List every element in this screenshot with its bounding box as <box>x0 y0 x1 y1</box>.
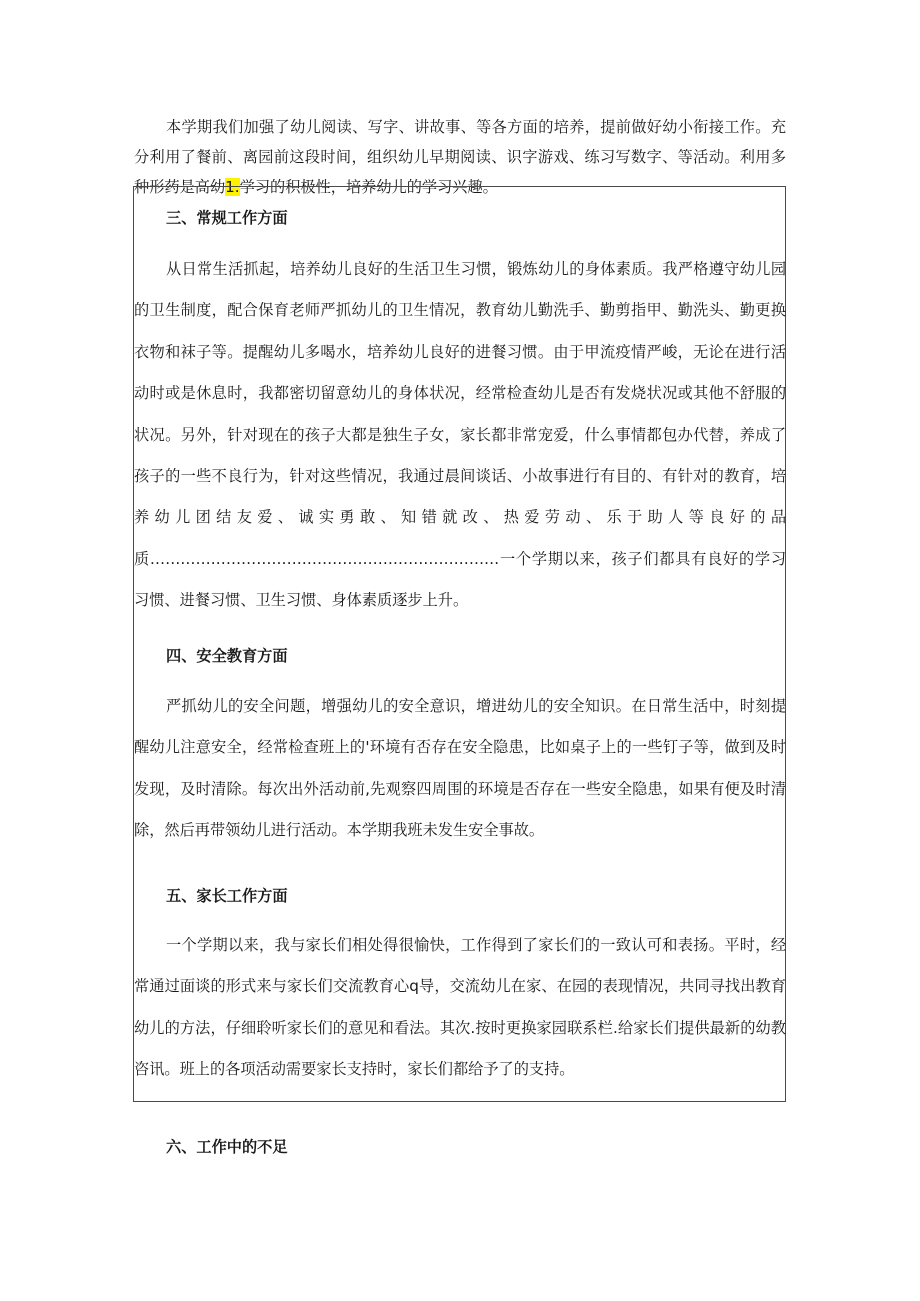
section-body-parent-work: 一个学期以来，我与家长们相处得很愉快，工作得到了家长们的一致认可和表扬。平时，经常通过面谈的形式来与家长们交流教育心q导，交流幼儿在家、在园的表现情况，共同寻找出教育幼儿的方法，仔细聆听家长们的意见和看法。其次.按时更换家园联系栏.给家长们提供最新的幼教咨讯。班上的各项活动需要家长支持时，家长们都给予了的支持。 <box>134 936 786 1079</box>
section-body-routine-work: 从日常生活抓起，培养幼儿良好的生活卫生习惯，锻炼幼儿的身体素质。我严格遵守幼儿园的卫生制度，配合保育老师严抓幼儿的卫生情况，教育幼儿勤洗手、勤剪指甲、勤洗头、勤更换衣物和袜子等。提醒幼儿多喝水，培养幼儿良好的进餐习惯。由于甲流疫情严峻，无论在进行活动时或是休息时，我都密切留意幼儿的身体状况，经常检查幼儿是否有发烧状况或其他不舒服的状况。另外，针对现在的孩子大都是独生子女，家长都非常宠爱，什么事情都包办代替，养成了孩子的一些不良行为，针对这些情况，我通过晨间谈话、小故事进行有目的、有针对的教育，培养幼儿团结友爱、诚实勇敢、知错就改、热爱劳动、乐于助人等良好的品质……………………………………………………………一个学期以来，孩子们都具有良好的学习习惯、进餐习惯、卫生习惯、身体素质逐步上升。 <box>134 260 786 610</box>
intro-line-3-start: 高幼 <box>194 178 226 196</box>
highlighted-text: 1. <box>225 178 240 196</box>
section-heading-shortcomings: 六、工作中的不足 <box>166 1138 288 1156</box>
section-heading-routine-work: 三、常规工作方面 <box>166 209 288 227</box>
section-heading-safety-education: 四、安全教育方面 <box>166 647 288 665</box>
section-body-safety-education: 严抓幼儿的安全问题，增强幼儿的安全意识，增进幼儿的安全知识。在日常生活中，时刻提醒幼儿注意安全，经常检查班上的'环境有否存在安全隐患，比如桌子上的一些钉子等，做到及时发现，及时清除。每次出外活动前,先观察四周围的环境是否存在一些安全隐患，如果有便及时清除，然后再带领幼儿进行活动。本学期我班未发生安全事故。 <box>134 697 786 840</box>
section-heading-parent-work: 五、家长工作方面 <box>166 887 288 905</box>
intro-line-3-end: 学习的积极性，培养幼儿的学习兴趣。 <box>239 178 498 196</box>
intro-line-1: 本学期我们加强了幼儿阅读、写字、讲故事、等各方面的培养，提前做好幼小衔接工作。充分利 <box>134 118 786 166</box>
intro-line-2: 用了餐前、离园前这段时间，组织幼儿早期阅读、识字游戏、练习写数字、等活动。利用多种形药是 <box>134 148 787 196</box>
